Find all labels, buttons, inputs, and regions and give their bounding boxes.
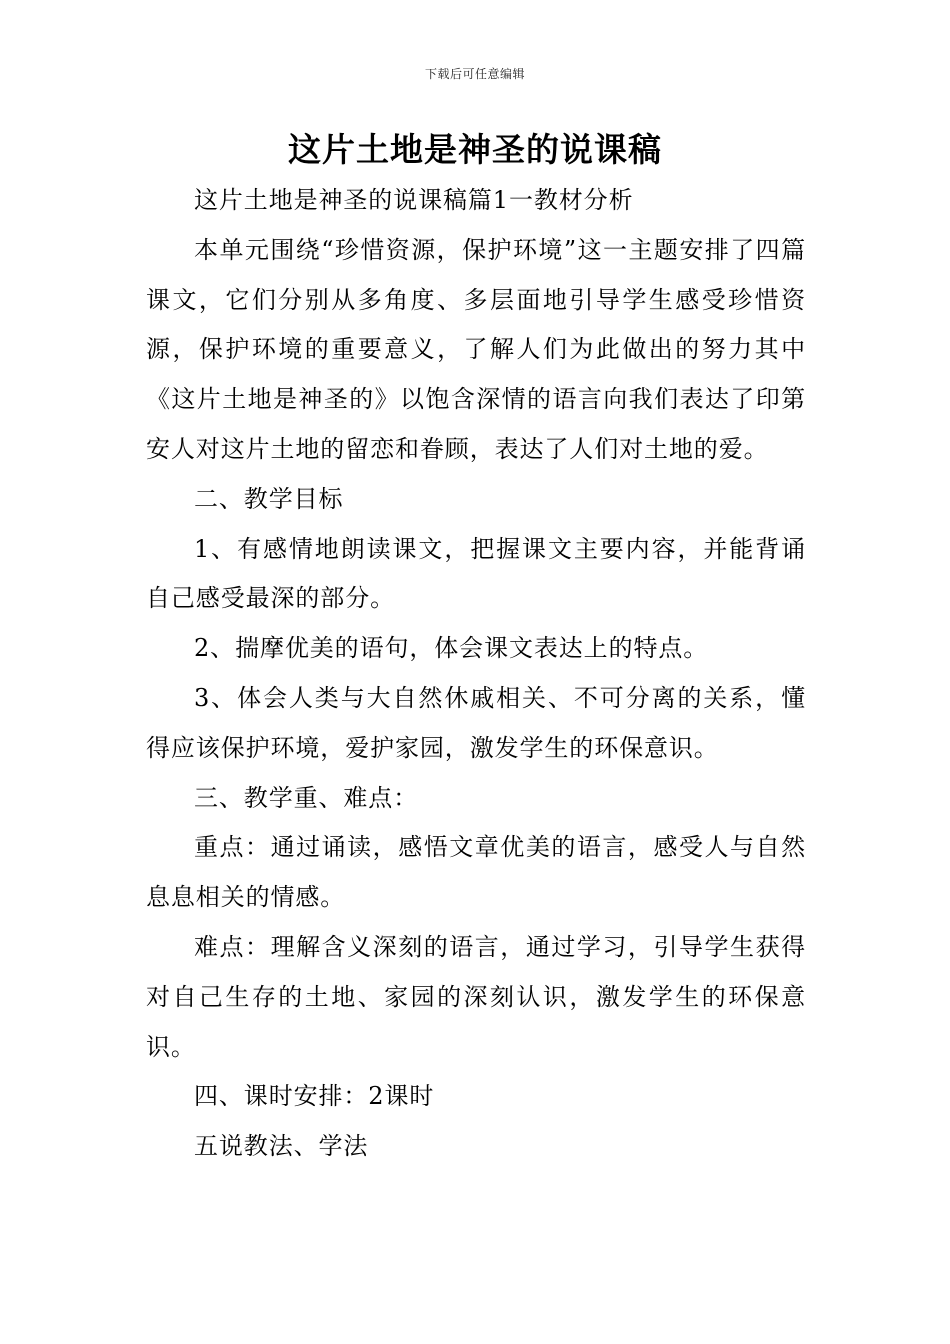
section-heading-goals: 二、教学目标: [194, 484, 344, 513]
goal-item-2: 2、揣摩优美的语句，体会课文表达上的特点。: [194, 634, 709, 663]
goal-item-1: 1、有感情地朗读课文，把握课文主要内容，并能背诵自己感受最深的部分。: [146, 534, 806, 613]
page-title: 这片土地是神圣的说课稿: [288, 130, 662, 169]
key-point-paragraph: 重点：通过诵读，感悟文章优美的语言，感受人与自然息息相关的情感。: [146, 833, 806, 912]
section-heading-schedule: 四、课时安排：2课时: [194, 1082, 435, 1111]
section-heading-key-points: 三、教学重、难点：: [194, 783, 419, 812]
difficult-point-paragraph: 难点：理解含义深刻的语言，通过学习，引导学生获得对自己生存的土地、家园的深刻认识，激发学生的环保意识。: [146, 932, 806, 1061]
section-heading-analysis: 这片土地是神圣的说课稿篇1一教材分析: [194, 186, 634, 214]
paragraph-analysis: 本单元围绕“珍惜资源，保护环境”这一主题安排了四篇课文，它们分别从多角度、多层面地引导学生感受珍惜资源，保护环境的重要意义，了解人们为此做出的努力其中《这片土地是神圣的》以饱含深情的语言向我们表达了印第安人对这片土地的留恋和眷顾，表达了人们对土地的爱。: [146, 235, 806, 463]
goal-item-3: 3、体会人类与大自然休戚相关、不可分离的关系，懂得应该保护环境，爱护家园，激发学生的环保意识。: [146, 683, 806, 762]
document-body: [146, 176, 806, 1172]
section-heading-methods: 五说教法、学法: [194, 1132, 369, 1161]
header-note: 下载后可任意编辑: [424, 67, 525, 81]
